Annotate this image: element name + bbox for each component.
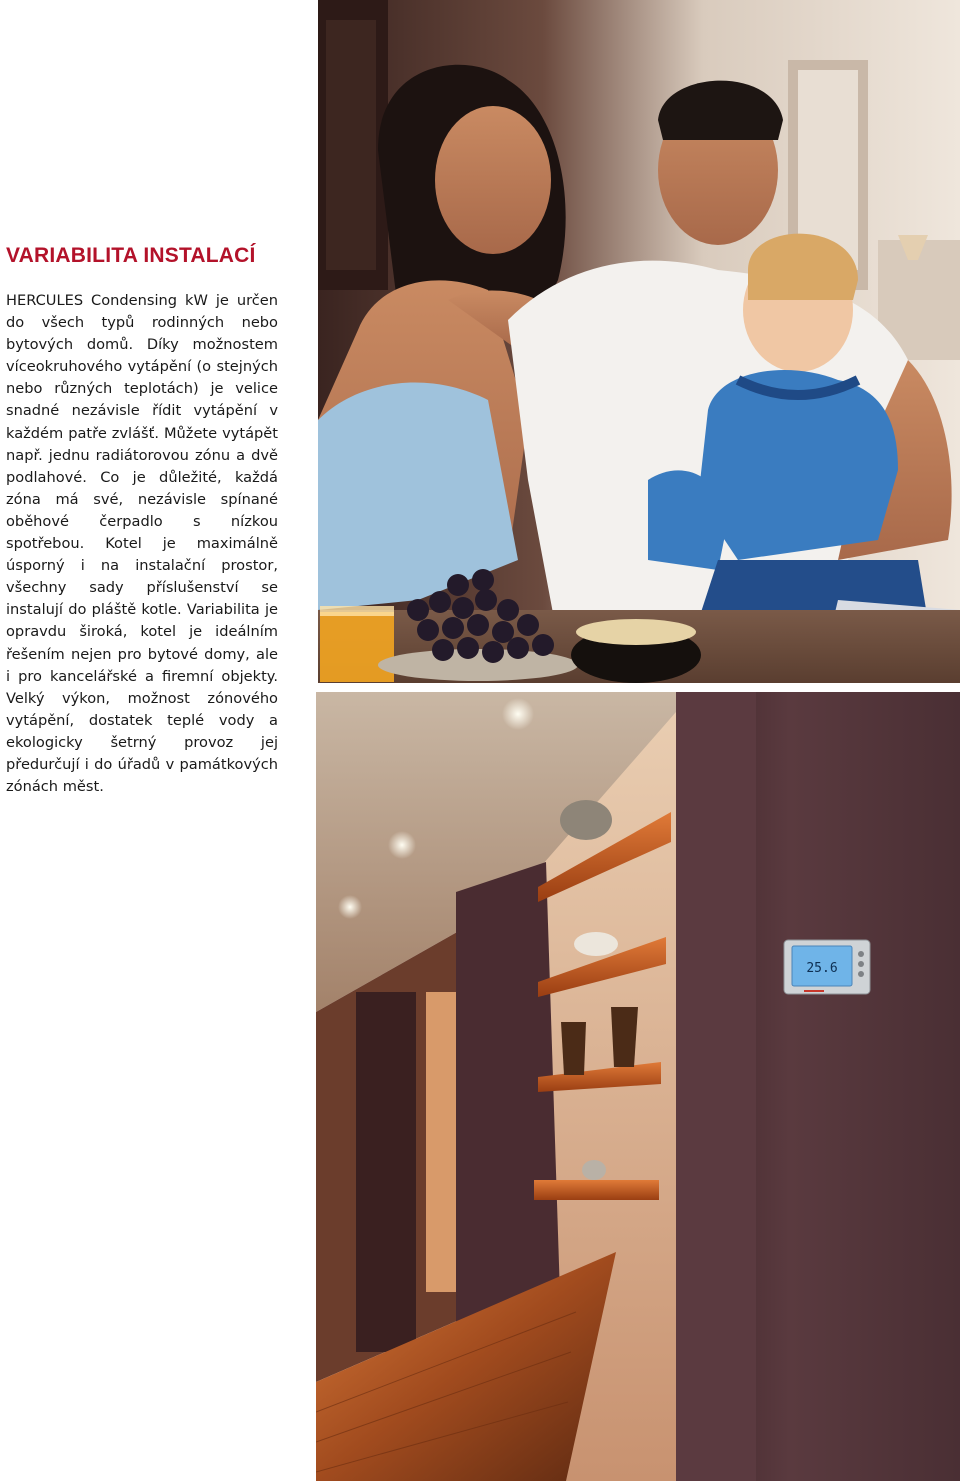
family-photo: [318, 0, 960, 683]
thermostat-display-value: 25.6: [806, 961, 838, 976]
section-body-text: HERCULES Condensing kW je určen do všech typů rodinných nebo bytových domů. Díky možnostem víceokruhového vytápění (o stejných nebo různých teplotách) je velice snadné nezávisle řídit vytápění v každém patře zvlášť. Můžete vytápět např. jednu radiátorovou zónu a dvě podlahové. Co je důležité, každá zóna má své, nezávisle spínané oběhové čerpadlo s nízkou spotřebou. Kotel je maximálně úsporný i na instalační prostor, všechny sady příslušenství se instalují do pláště kotle. Variabilita je opravdu široká, kotel je ideálním řešením nejen pro bytové domy, ale i pro kancelářské a firemní objekty. Velký výkon, možnost zónového vytápění, dostatek teplé vody a ekologicky šetrný provoz jej předurčují i do úřadů v památkových zónách měst.: [6, 292, 278, 796]
section-heading: VARIABILITA INSTALACÍ: [6, 244, 256, 267]
interior-photo: [316, 692, 960, 1481]
thermostat-device: [784, 940, 870, 994]
